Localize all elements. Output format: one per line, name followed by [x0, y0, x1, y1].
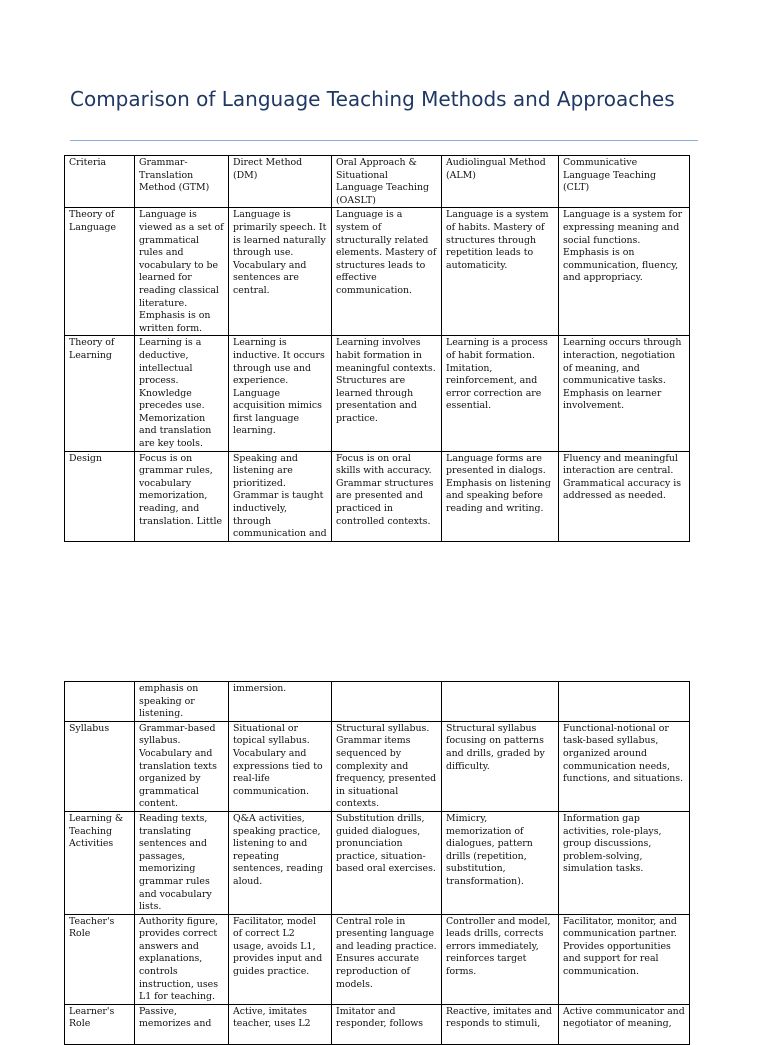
table-cell: Fluency and meaningful interaction are central. Grammatical accuracy is addressed as needed.: [559, 451, 690, 541]
header-cell: Direct Method (DM): [229, 156, 332, 208]
table-row: [65, 451, 690, 541]
table-cell: Language is viewed as a set of grammatical rules and vocabulary to be learned for reading classical literature. Emphasis is on written form.: [135, 208, 229, 336]
header-cell: Audiolingual Method (ALM): [442, 156, 559, 208]
table-cell: Active communicator and negotiator of meaning,: [559, 1004, 690, 1044]
table-row: [65, 721, 690, 811]
row-label: Theory of Language: [65, 208, 135, 336]
table-cell: Focus is on oral skills with accuracy. Grammar structures are presented and practiced in controlled contexts.: [332, 451, 442, 541]
table-row: [65, 811, 690, 914]
comparison-table-part-2: [64, 681, 690, 1045]
table-cell: Learning involves habit formation in meaningful contexts. Structures are learned through presentation and practice.: [332, 336, 442, 451]
table-cell: Focus is on grammar rules, vocabulary memorization, reading, and translation. Little: [135, 451, 229, 541]
row-label: Syllabus: [65, 721, 135, 811]
title-underline: [70, 140, 698, 141]
table-cell: Active, imitates teacher, uses L2: [229, 1004, 332, 1044]
table-cell: Learning is a deductive, intellectual process. Knowledge precedes use. Memorization and translation are key tools.: [135, 336, 229, 451]
table-cell: Central role in presenting language and leading practice. Ensures accurate reproduction of models.: [332, 914, 442, 1004]
table-cell: emphasis on speaking or listening.: [135, 682, 229, 722]
table-cell: Language is a system of structurally related elements. Mastery of structures leads to effective communication.: [332, 208, 442, 336]
row-label: Theory of Learning: [65, 336, 135, 451]
row-label: [65, 682, 135, 722]
row-label: Learner's Role: [65, 1004, 135, 1044]
table-row: [65, 682, 690, 722]
table-cell: Language is a system of habits. Mastery of structures through repetition leads to automaticity.: [442, 208, 559, 336]
header-cell: Communicative Language Teaching (CLT): [559, 156, 690, 208]
table-cell: Learning is inductive. It occurs through use and experience. Language acquisition mimics first language learning.: [229, 336, 332, 451]
table-cell: Language is a system for expressing meaning and social functions. Emphasis is on communication, fluency, and appropriacy.: [559, 208, 690, 336]
table-cell: Mimicry, memorization of dialogues, pattern drills (repetition, substitution, transformation).: [442, 811, 559, 914]
table-row: [65, 914, 690, 1004]
row-label: Teacher's Role: [65, 914, 135, 1004]
table-cell: Functional-notional or task-based syllabus, organized around communication needs, functions, and situations.: [559, 721, 690, 811]
table-cell: Language forms are presented in dialogs. Emphasis on listening and speaking before reading and writing.: [442, 451, 559, 541]
table-cell: Controller and model, leads drills, corrects errors immediately, reinforces target forms.: [442, 914, 559, 1004]
table-cell: Situational or topical syllabus. Vocabulary and expressions tied to real-life communication.: [229, 721, 332, 811]
table-cell: Information gap activities, role-plays, group discussions, problem-solving, simulation tasks.: [559, 811, 690, 914]
table-row: [65, 336, 690, 451]
header-cell: Oral Approach & Situational Language Teaching (OASLT): [332, 156, 442, 208]
table-cell: Language is primarily speech. It is learned naturally through use. Vocabulary and sentences are central.: [229, 208, 332, 336]
table-cell: [559, 682, 690, 722]
table-cell: Structural syllabus. Grammar items sequenced by complexity and frequency, presented in situational contexts.: [332, 721, 442, 811]
row-label: Learning & Teaching Activities: [65, 811, 135, 914]
header-cell: Grammar-Translation Method (GTM): [135, 156, 229, 208]
table-cell: Learning occurs through interaction, negotiation of meaning, and communicative tasks. Emphasis on learner involvement.: [559, 336, 690, 451]
table-cell: Facilitator, monitor, and communication partner. Provides opportunities and support for real communication.: [559, 914, 690, 1004]
table-cell: Authority figure, provides correct answers and explanations, controls instruction, uses L1 for teaching.: [135, 914, 229, 1004]
table-cell: [332, 682, 442, 722]
table-cell: [442, 682, 559, 722]
header-cell: Criteria: [65, 156, 135, 208]
table-cell: immersion.: [229, 682, 332, 722]
comparison-table-part-1: [64, 155, 690, 542]
table-cell: Facilitator, model of correct L2 usage, avoids L1, provides input and guides practice.: [229, 914, 332, 1004]
table-cell: Reactive, imitates and responds to stimuli,: [442, 1004, 559, 1044]
table-cell: Structural syllabus focusing on patterns and drills, graded by difficulty.: [442, 721, 559, 811]
table-cell: Speaking and listening are prioritized. Grammar is taught inductively, through communication and: [229, 451, 332, 541]
table-row: [65, 1004, 690, 1044]
table-cell: Imitator and responder, follows: [332, 1004, 442, 1044]
table-cell: Substitution drills, guided dialogues, pronunciation practice, situation-based oral exercises.: [332, 811, 442, 914]
row-label: Design: [65, 451, 135, 541]
table-row: [65, 208, 690, 336]
table-header-row: [65, 156, 690, 208]
table-cell: Learning is a process of habit formation. Imitation, reinforcement, and error correction are essential.: [442, 336, 559, 451]
document-title: Comparison of Language Teaching Methods and Approaches: [70, 87, 675, 111]
table-cell: Grammar-based syllabus. Vocabulary and translation texts organized by grammatical content.: [135, 721, 229, 811]
table-cell: Passive, memorizes and: [135, 1004, 229, 1044]
table-cell: Q&A activities, speaking practice, listening to and repeating sentences, reading aloud.: [229, 811, 332, 914]
table-cell: Reading texts, translating sentences and passages, memorizing grammar rules and vocabulary lists.: [135, 811, 229, 914]
